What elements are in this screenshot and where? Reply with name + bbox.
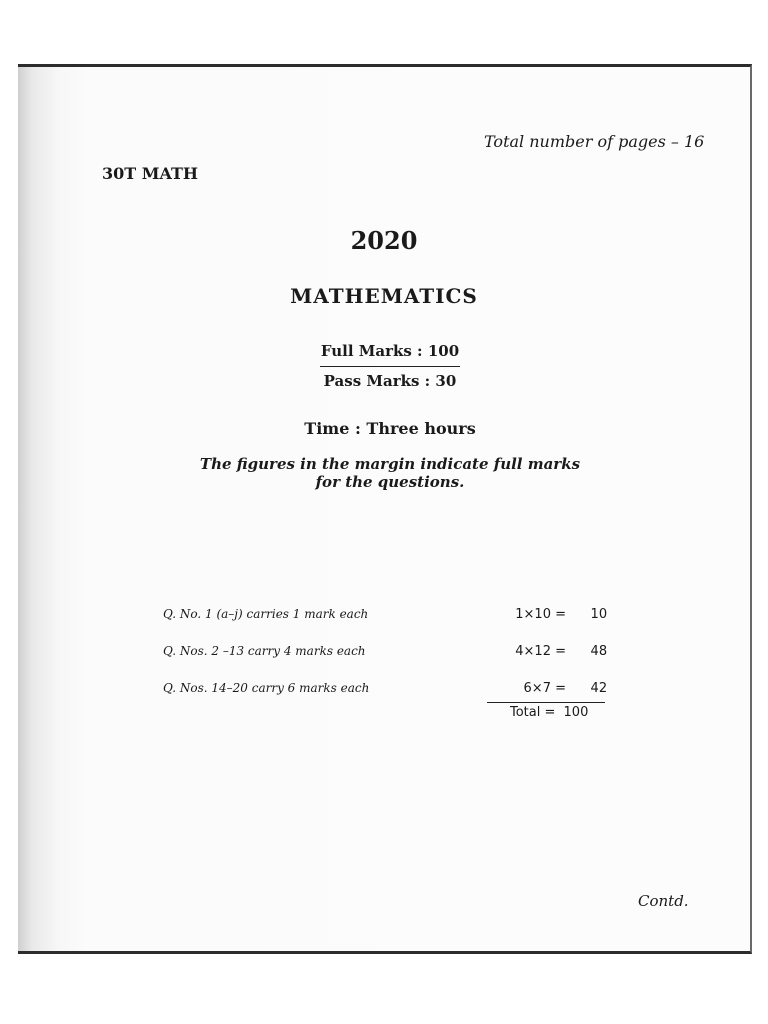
distribution-value: 42 [590,681,608,696]
marks-divider [320,366,460,367]
exam-paper-sheet [18,64,752,954]
distribution-desc: Q. Nos. 14–20 carry 6 marks each [163,681,370,695]
total-row [510,705,588,720]
distribution-desc: Q. Nos. 2 –13 carry 4 marks each [163,644,366,658]
pass-marks: Pass Marks : 30 [323,372,457,390]
total-label: Total = [510,705,556,720]
distribution-value: 48 [590,644,608,659]
contd-text: Contd. [638,892,689,910]
marks-block [320,342,460,390]
distribution-calc: 1×10 = [515,607,566,622]
total-value: 100 [563,705,589,720]
distribution-row [163,640,366,659]
distribution-calc: 6×7 = [523,681,566,696]
distribution-calc-row [488,603,607,622]
distribution-value: 10 [590,607,608,622]
total-divider [487,702,605,703]
distribution-desc: Q. No. 1 (a–j) carries 1 mark each [163,607,369,621]
paper-code: 30T MATH [102,164,199,183]
exam-year: 2020 [350,226,418,255]
full-marks: Full Marks : 100 [320,342,460,360]
distribution-row [163,677,369,696]
distribution-row [163,603,368,622]
distribution-calc: 4×12 = [515,644,566,659]
subject-title: MATHEMATICS [290,284,478,308]
instruction-line-1: The figures in the margin indicate full marks [199,455,581,473]
distribution-calc-row [488,677,607,696]
exam-time: Time : Three hours [304,419,476,438]
instruction-text [0,455,768,491]
distribution-calc-row [488,640,607,659]
total-pages-text: Total number of pages – 16 [484,132,705,151]
instruction-line-2: for the questions. [315,473,465,491]
